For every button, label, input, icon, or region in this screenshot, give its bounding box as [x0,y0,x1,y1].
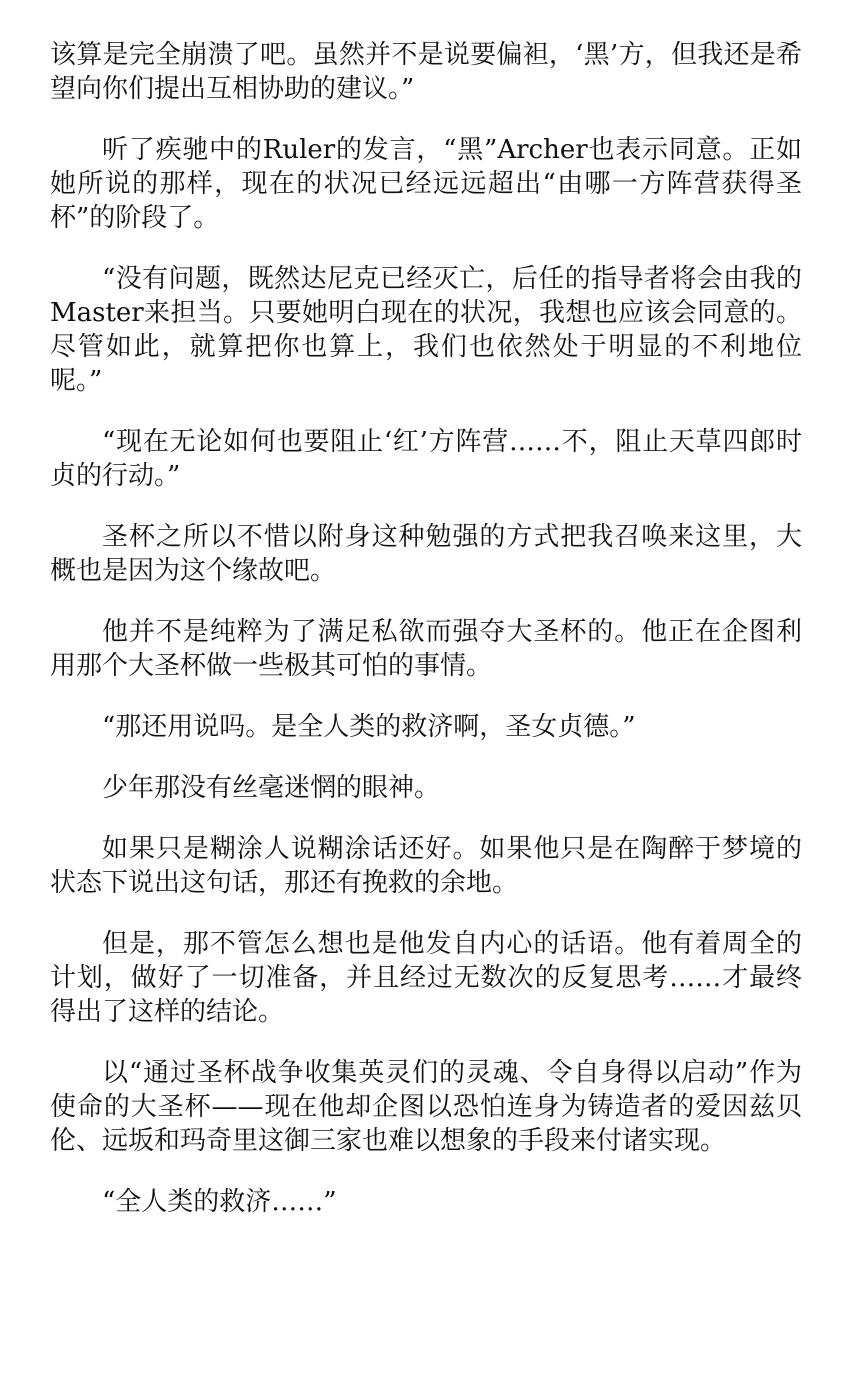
paragraph-1: 该算是完全崩溃了吧。虽然并不是说要偏袒，‘黑’方，但我还是希望向你们提出互相协助的建议。” [50,40,802,104]
paragraph-3: “没有问题，既然达尼克已经灭亡，后任的指导者将会由我的Master来担当。只要她明白现在的状况，我想也应该会同意的。尽管如此，就算把你也算上，我们也依然处于明显的不利地位呢。” [50,264,802,396]
paragraph-5: 圣杯之所以不惜以附身这种勉强的方式把我召唤来这里，大概也是因为这个缘故吧。 [50,522,802,586]
paragraph-11: 以“通过圣杯战争收集英灵们的灵魂、令自身得以启动”作为使命的大圣杯——现在他却企图以恐怕连身为铸造者的爱因兹贝伦、远坂和玛奇里这御三家也难以想象的手段来付诸实现。 [50,1058,802,1156]
paragraph-2: 听了疾驰中的Ruler的发言，“黑”Archer也表示同意。正如她所说的那样，现在的状况已经远远超出“由哪一方阵营获得圣杯”的阶段了。 [50,135,802,233]
paragraph-4: “现在无论如何也要阻止‘红’方阵营……不，阻止天草四郎时贞的行动。” [50,427,802,491]
paragraph-10: 但是，那不管怎么想也是他发自内心的话语。他有着周全的计划，做好了一切准备，并且经过无数次的反复思考……才最终得出了这样的结论。 [50,929,802,1027]
paragraph-7: “那还用说吗。是全人类的救济啊，圣女贞德。” [102,712,636,742]
paragraph-9: 如果只是糊涂人说糊涂话还好。如果他只是在陶醉于梦境的状态下说出这句话，那还有挽救的余地。 [50,834,802,898]
paragraph-8: 少年那没有丝毫迷惘的眼神。 [102,773,441,803]
paragraph-6: 他并不是纯粹为了满足私欲而强夺大圣杯的。他正在企图利用那个大圣杯做一些极其可怕的事情。 [50,617,802,681]
paragraph-12: “全人类的救济……” [102,1187,337,1217]
